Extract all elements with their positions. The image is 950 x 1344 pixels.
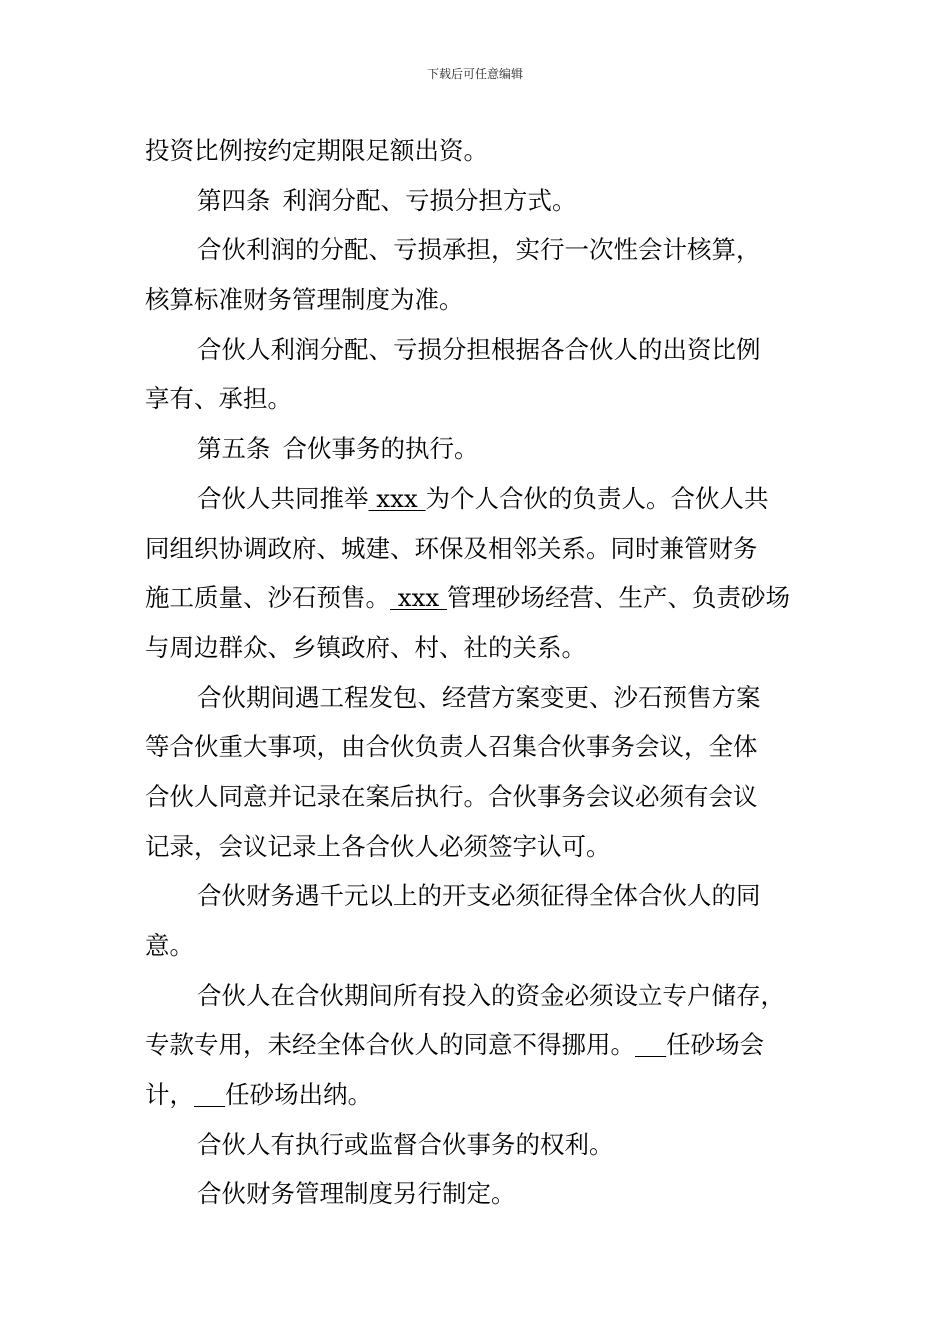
paragraph-line: 合伙期间遇工程发包、经营方案变更、沙石预售方案 [197,682,761,712]
paragraph-line: 记录，会议记录上各合伙人必须签字认可。 [145,831,611,861]
paragraph-line: 合伙利润的分配、亏损承担，实行一次性会计核算， [197,235,761,265]
fill-blank [194,1080,225,1109]
article-number: 第四条 [197,185,271,215]
paragraph-line: 享有、承担。 [145,384,292,414]
line-text: 合伙人共同推举 [197,483,369,513]
line-text: 为个人合伙的负责人。合伙人共 [425,483,769,513]
page-header: 下载后可任意编辑 [426,67,523,81]
article-title: 利润分配、亏损分担方式。 [282,185,577,215]
name-blank: xxx [390,583,448,613]
name-blank: xxx [368,483,426,513]
paragraph-line: 与周边群众、乡镇政府、村、社的关系。 [145,632,586,662]
document-body [145,126,810,1219]
line-text: 计， [145,1080,194,1110]
line-text: 任砂场会 [666,1030,765,1060]
paragraph-line: 合伙财务管理制度另行制定。 [197,1179,516,1209]
paragraph-line: 等合伙重大事项，由合伙负责人召集合伙事务会议，全体 [145,732,758,762]
paragraph-line: 投资比例按约定期限足额出资。 [145,136,488,165]
line-text: 任砂场出纳。 [225,1080,373,1110]
paragraph-line: 核算标准财务管理制度为准。 [145,285,464,315]
paragraph-line: 合伙人有执行或监督合伙事务的权利。 [197,1129,614,1159]
paragraph-line [145,474,810,524]
fill-blank [635,1030,666,1059]
article-heading-5 [145,424,810,474]
paragraph-line [145,1020,810,1070]
paragraph-line: 意。 [145,931,194,960]
article-heading-4 [145,176,810,226]
paragraph-line: 合伙财务遇千元以上的开支必须征得全体合伙人的同 [197,881,761,911]
paragraph-line: 合伙人在合伙期间所有投入的资金必须设立专户储存， [197,980,785,1010]
article-title: 合伙事务的执行。 [282,434,479,464]
line-text: 专款专用，未经全体合伙人的同意不得挪用。 [145,1030,635,1060]
article-number: 第五条 [197,434,271,464]
line-text: 管理砂场经营、生产、负责砂场 [447,583,791,613]
paragraph-line: 同组织协调政府、城建、环保及相邻关系。同时兼管财务 [145,533,758,563]
paragraph-line [145,573,810,623]
paragraph-line: 合伙人利润分配、亏损分担根据各合伙人的出资比例 [197,334,761,364]
line-text: 施工质量、沙石预售。 [145,583,390,613]
paragraph-line: 合伙人同意并记录在案后执行。合伙事务会议必须有会议 [145,781,758,811]
paragraph-line [145,1070,810,1120]
